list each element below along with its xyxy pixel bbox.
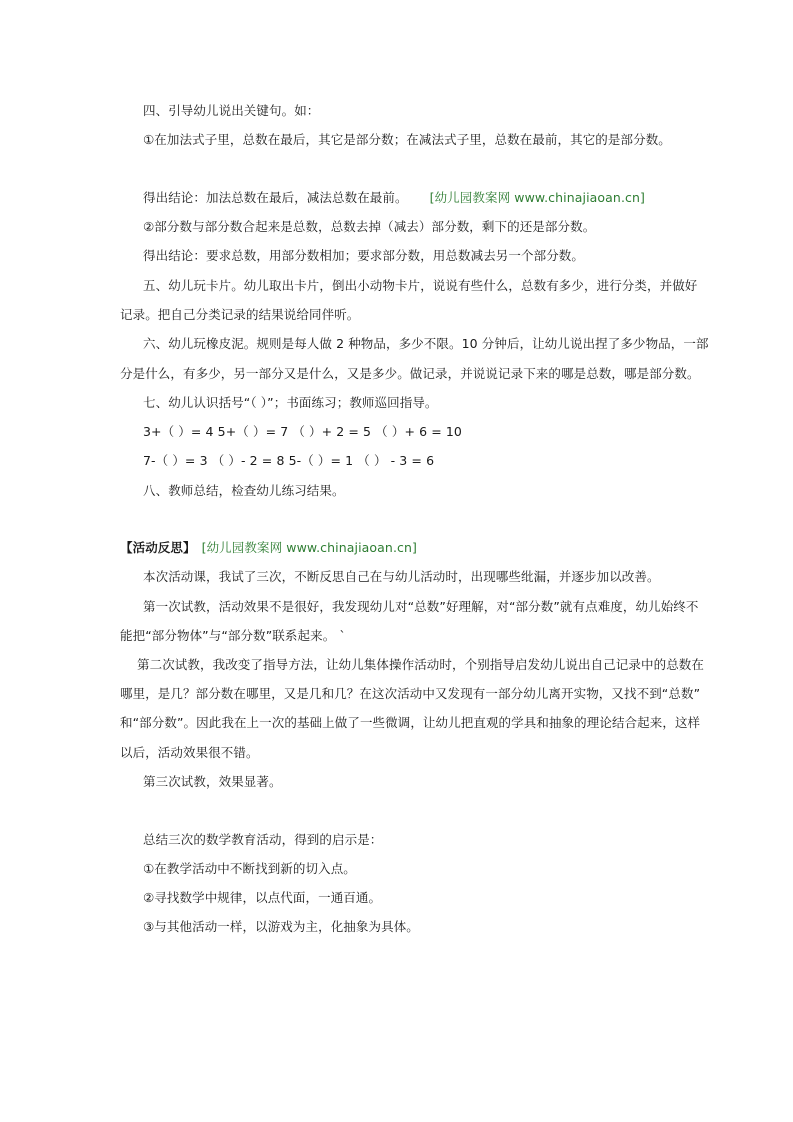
section4-point1: ①在加法式子里，总数在最后，其它是部分数；在减法式子里，总数在最前，其它的是部分数。 [143, 132, 671, 147]
section6-line2: 分是什么，有多少，另一部分又是什么，又是多少。做记录，并说说记录下来的哪是总数，哪是部分数。 [120, 366, 700, 381]
section8-heading: 八、教师总结，检查幼儿练习结果。 [143, 483, 345, 498]
section4-conclusion2: 得出结论：要求总数，用部分数相加；要求部分数，用总数减去另一个部分数。 [143, 248, 585, 263]
watermark-link: [幼儿园教案网 www.chinajiaoan.cn] [429, 190, 645, 205]
reflection-p4: 第三次试教，效果显著。 [143, 774, 282, 789]
reflection-p2-line2: 能把“部分物体”与“部分数”联系起来。 ` [120, 628, 346, 643]
section5-line1: 五、幼儿玩卡片。幼儿取出卡片，倒出小动物卡片，说说有些什么，总数有多少，进行分类，并做好 [143, 278, 698, 293]
section5-line2: 记录。把自己分类记录的结果说给同伴听。 [120, 307, 360, 322]
reflection-p3-line3: 和“部分数”。因此我在上一次的基础上做了一些微调，让幼儿把直观的学具和抽象的理论结合起来，这样 [120, 715, 701, 730]
summary-heading: 总结三次的数学教育活动，得到的启示是： [143, 832, 383, 847]
reflection-p2-line1: 第一次试教，活动效果不是很好，我发现幼儿对“总数”好理解，对“部分数”就有点难度，幼儿始终不 [143, 599, 699, 614]
exercise-row1: 3+（ ）= 4 5+（ ）= 7 （ ）+ 2 = 5 （ ）+ 6 = 10 [143, 424, 462, 439]
reflection-p3-line4: 以后，活动效果很不错。 [120, 745, 259, 760]
reflection-title-line [120, 540, 417, 556]
section6-line1: 六、幼儿玩橡皮泥。规则是每人做 2 种物品，多少不限。10 分钟后，让幼儿说出捏了多少物品，一部 [143, 336, 709, 351]
reflection-title: 【活动反思】 [120, 540, 196, 555]
reflection-p1: 本次活动课，我试了三次，不断反思自己在与幼儿活动时，出现哪些纰漏，并逐步加以改善。 [143, 569, 660, 584]
conclusion1-text: 得出结论：加法总数在最后，减法总数在最前。 [143, 190, 408, 205]
section4-point2: ②部分数与部分数合起来是总数，总数去掉（减去）部分数，剩下的还是部分数。 [143, 219, 596, 234]
reflection-p3-line2: 哪里，是几？部分数在哪里，又是几和几？在这次活动中又发现有一部分幼儿离开实物，又找不到“总数” [120, 686, 701, 701]
section4-conclusion1 [143, 190, 645, 206]
reflection-p3-line1: 第二次试教，我改变了指导方法，让幼儿集体操作活动时，个别指导启发幼儿说出自己记录中的总数在 [137, 657, 705, 672]
watermark-link: [幼儿园教案网 www.chinajiaoan.cn] [201, 540, 417, 555]
summary-item3: ③与其他活动一样，以游戏为主，化抽象为具体。 [143, 919, 419, 934]
summary-item2: ②寻找数学中规律，以点代面，一通百通。 [143, 890, 382, 905]
section7-heading: 七、幼儿认识括号“（ ）”；书面练习；教师巡回指导。 [143, 395, 438, 410]
exercise-row2: 7-（ ）= 3 （ ）- 2 = 8 5-（ ）= 1 （ ） - 3 = 6 [143, 453, 435, 468]
section4-heading: 四、引导幼儿说出关键句。如： [143, 103, 320, 118]
summary-item1: ①在教学活动中不断找到新的切入点。 [143, 861, 356, 876]
